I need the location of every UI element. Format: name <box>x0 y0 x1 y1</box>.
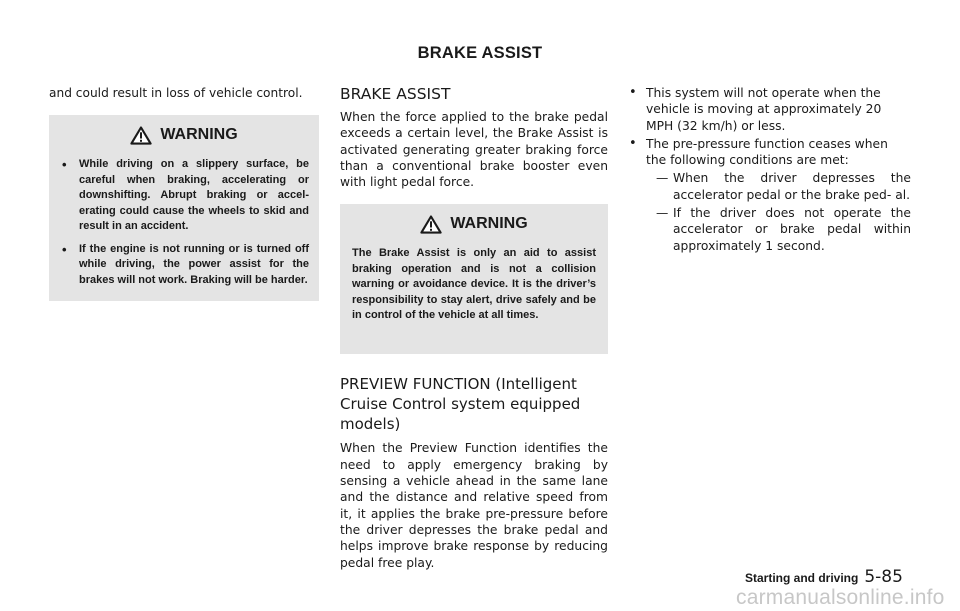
warning-text: The Brake Assist is only an aid to assist braking operation and is not a collision warning or avoidance device. It is the driver’s responsibility to stay alert, drive safely and be in control of the vehicle at all times. <box>352 247 596 322</box>
section-heading: BRAKE ASSIST <box>340 85 451 103</box>
sub-list <box>646 170 911 253</box>
brake-assist-paragraph: When the force applied to the brake pedal exceeds a certain level, the Brake Assist is activated generating greater braking force than a conventional brake booster even with light pedal force. <box>340 110 608 190</box>
page-number: 5-85 <box>864 567 903 587</box>
warning-box <box>340 204 608 354</box>
warning-header <box>59 123 309 147</box>
intro-text: and could result in loss of vehicle control. <box>49 86 303 100</box>
page-header: BRAKE ASSIST <box>417 44 543 62</box>
column-right <box>629 85 911 256</box>
subsection-heading: PREVIEW FUNCTION (Intelligent Cruise Control system equipped models) <box>340 375 581 434</box>
condition-list <box>629 85 911 254</box>
preview-function-paragraph: When the Preview Function identifies the need to apply emergency braking by sensing a vehicle ahead in the same lane and the distance and relative speed from it, it applies the brake pre-pressure before the driver depresses the brake pedal and helps improve brake response by reducing pedal free play. <box>340 441 608 570</box>
warning-box <box>49 115 319 301</box>
page-footer <box>745 567 903 587</box>
list-item-text: The pre-pressure function ceases when the following conditions are met: <box>646 136 888 168</box>
watermark: carmanualsonline.info <box>736 586 945 609</box>
sub-list-item: — When the driver depresses the accelerator pedal or the brake ped- al. <box>646 170 911 203</box>
column-left <box>49 85 319 301</box>
list-item <box>629 136 911 254</box>
warning-item: • While driving on a slippery surface, be careful when braking, accelerating or downshifting. Abrupt braking or accel- erating could cause the wheels to skid and result in an accident. <box>59 157 309 235</box>
warning-header <box>350 212 598 236</box>
footer-section-name: Starting and driving <box>745 571 859 585</box>
warning-title: WARNING <box>450 215 528 233</box>
warning-list <box>59 157 309 288</box>
warning-title: WARNING <box>160 126 238 144</box>
warning-item: • If the engine is not running or is turned off while driving, the power assist for the brakes will not work. Braking will be harder. <box>59 242 309 289</box>
warning-triangle-icon <box>130 126 152 145</box>
list-item: • This system will not operate when the vehicle is moving at approximately 20 MPH (32 km/h) or less. <box>629 85 911 134</box>
sub-list-item: — If the driver does not operate the accelerator or brake pedal within approximately 1 second. <box>646 205 911 254</box>
warning-triangle-icon <box>420 215 442 234</box>
column-middle <box>340 85 608 571</box>
